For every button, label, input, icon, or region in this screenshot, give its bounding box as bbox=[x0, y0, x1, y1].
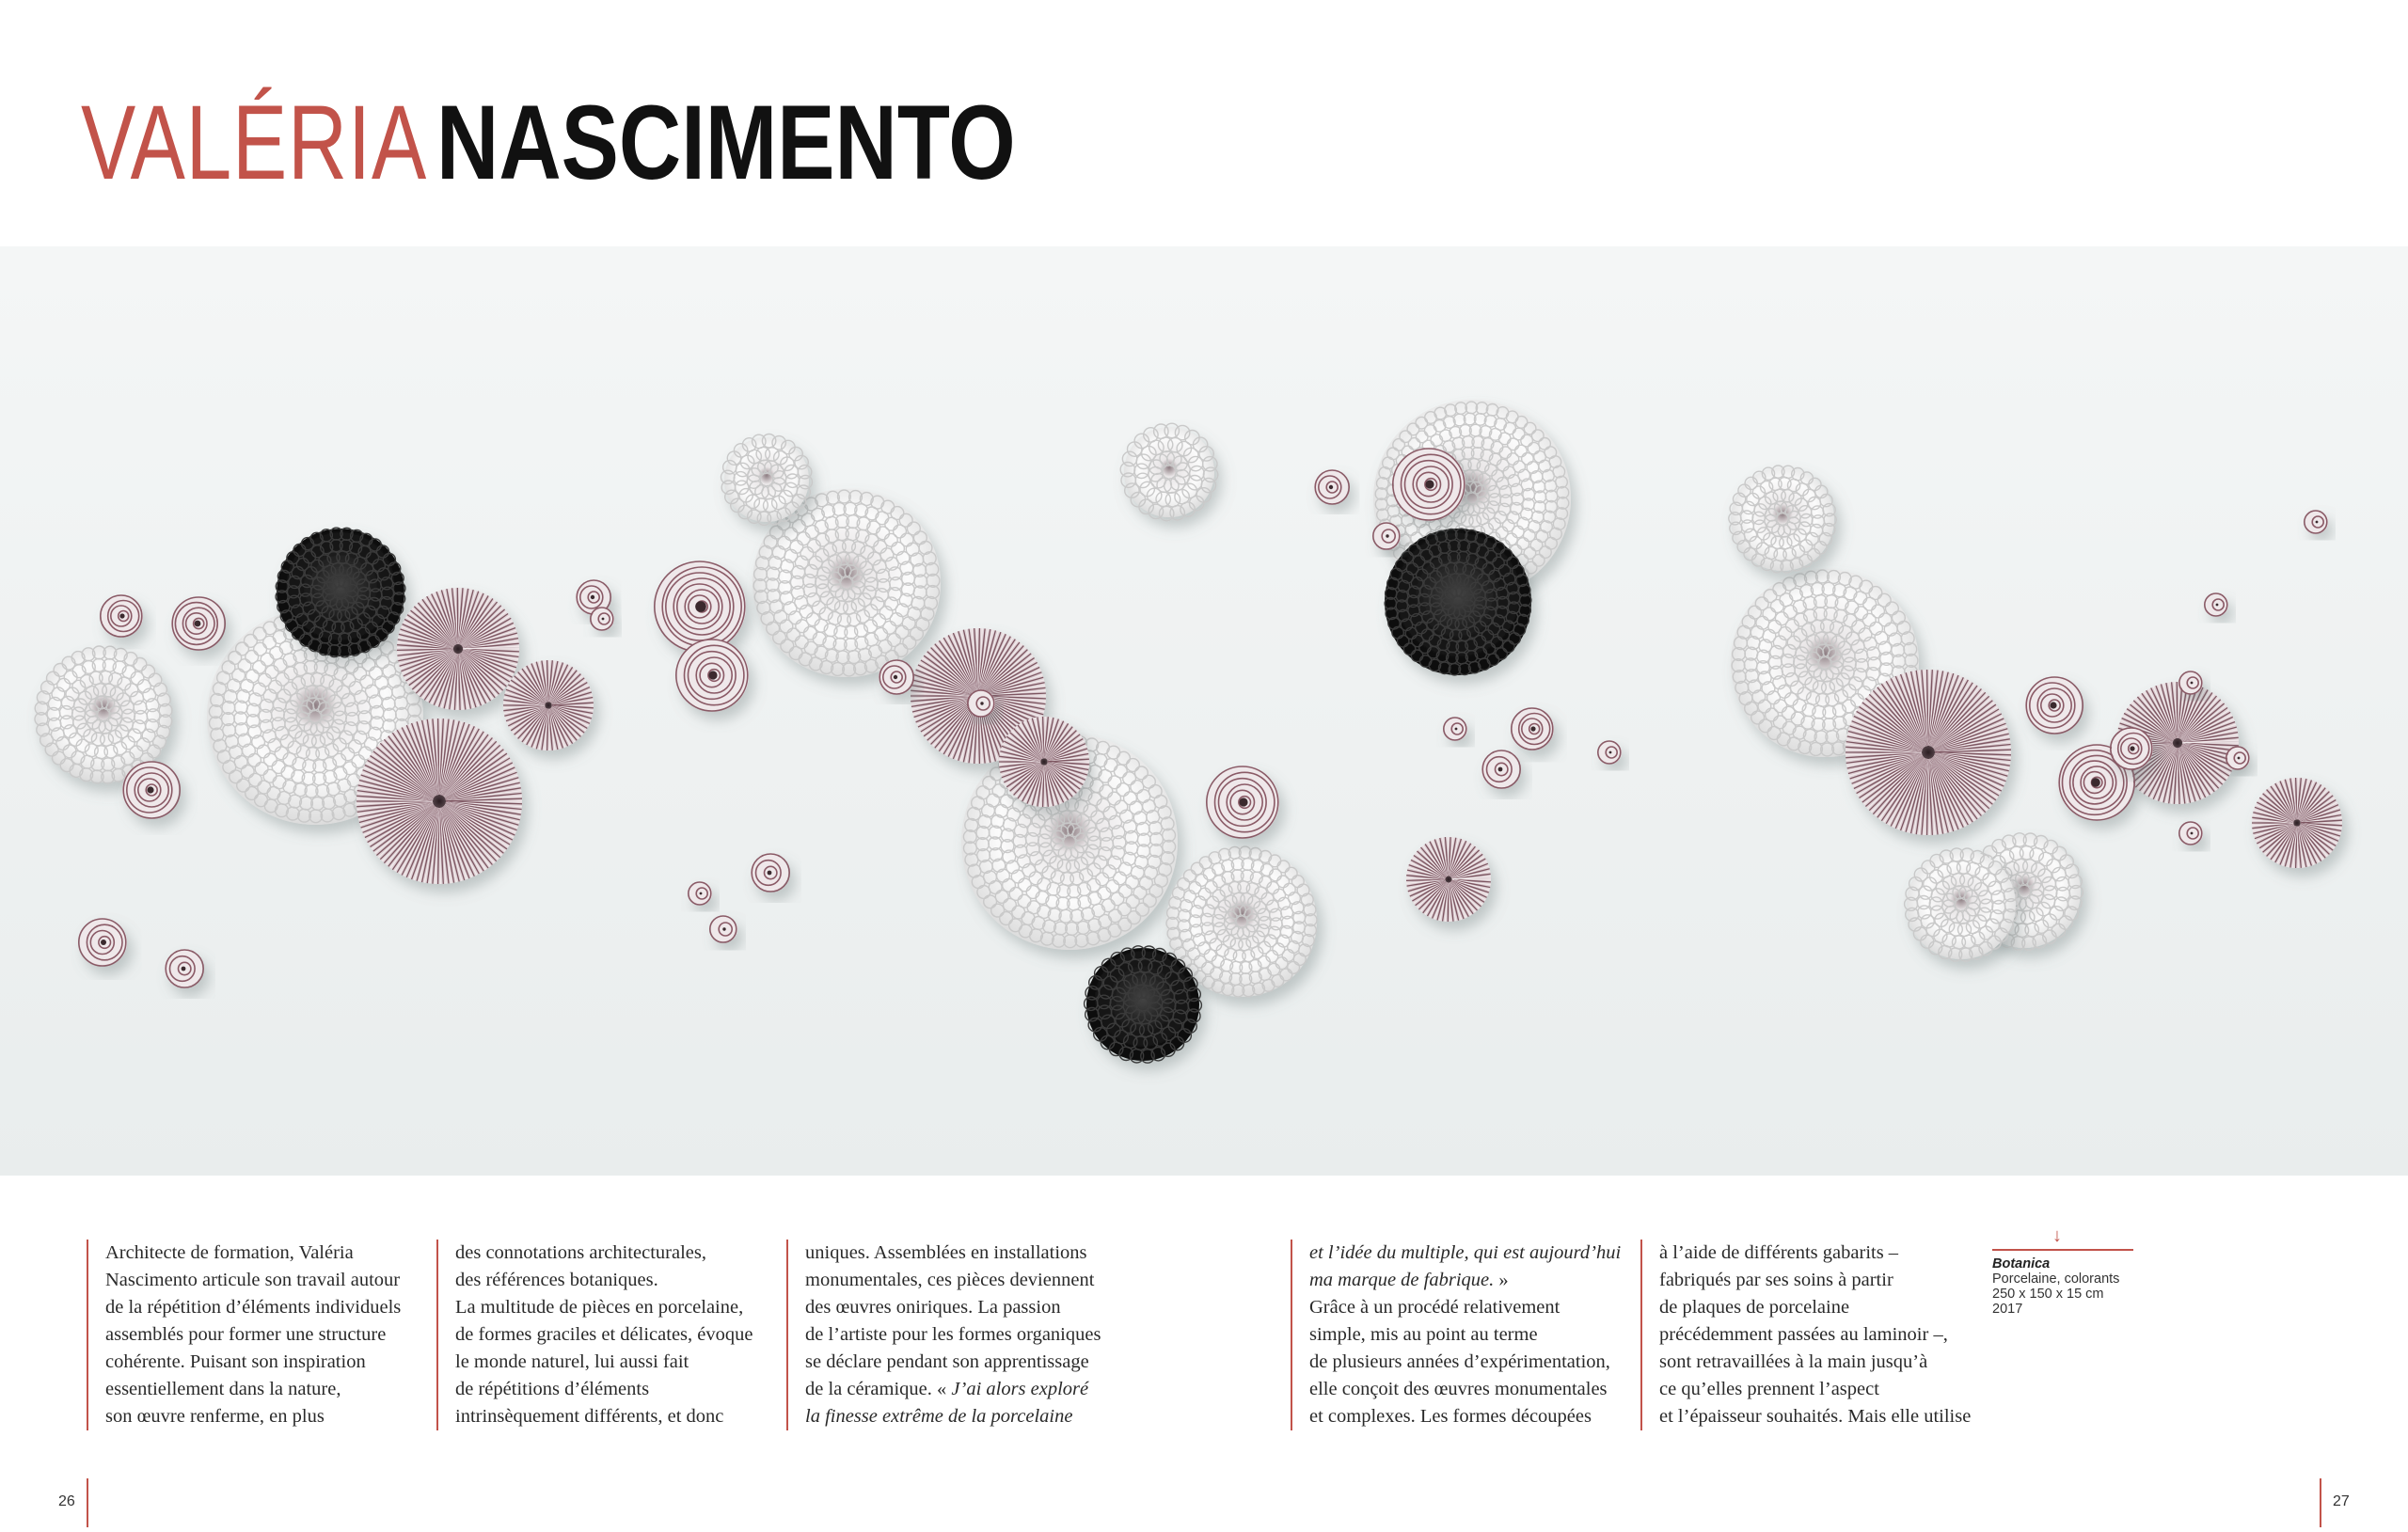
column-3-quote: J’ai alors exploré la finesse extrême de la porcelaine bbox=[805, 1379, 1089, 1427]
porcelain-piece bbox=[397, 588, 519, 710]
porcelain-piece bbox=[1729, 466, 1836, 573]
porcelain-flowers-illustration bbox=[0, 246, 2408, 1176]
artwork-caption bbox=[1992, 1225, 2133, 1317]
porcelain-piece bbox=[2226, 747, 2250, 769]
caption-year: 2017 bbox=[1992, 1302, 2023, 1317]
porcelain-piece bbox=[2111, 728, 2153, 769]
porcelain-piece bbox=[2252, 778, 2342, 868]
porcelain-piece bbox=[721, 434, 813, 526]
text-column-1 bbox=[87, 1240, 435, 1430]
porcelain-piece bbox=[1120, 423, 1218, 521]
porcelain-piece bbox=[1905, 848, 2019, 961]
caption-materials: Porcelaine, colorants bbox=[1992, 1271, 2120, 1287]
caption-title: Botanica bbox=[1992, 1256, 2051, 1271]
porcelain-piece bbox=[122, 762, 180, 818]
porcelain-piece bbox=[171, 597, 225, 650]
text-column-5 bbox=[1640, 1240, 1988, 1430]
porcelain-piece bbox=[503, 660, 594, 750]
column-5-text: à l’aide de différents gabarits – fabriqués par ses soins à partir de plaques de porcelaine précédemment passées au laminoir –, sont retravaillées à la main jusqu’à ce qu’elles prennent l’aspect et l’épaisseur souhaités. Mais elle utilise bbox=[1659, 1242, 1972, 1427]
title-first-name: VALÉRIA bbox=[81, 84, 428, 201]
page-number-right: 27 bbox=[2320, 1478, 2350, 1527]
porcelain-piece bbox=[751, 854, 789, 892]
porcelain-piece bbox=[1393, 449, 1465, 520]
porcelain-piece bbox=[1846, 670, 2011, 835]
porcelain-piece bbox=[2305, 511, 2328, 533]
title-last-name: NASCIMENTO bbox=[436, 84, 1016, 201]
column-4-quote: et l’idée du multiple, qui est aujourd’hui ma marque de fabrique. bbox=[1309, 1242, 1622, 1290]
artwork-photo bbox=[0, 246, 2408, 1176]
porcelain-piece bbox=[676, 640, 749, 711]
porcelain-piece bbox=[1373, 523, 1401, 549]
porcelain-piece bbox=[1314, 470, 1349, 504]
porcelain-piece bbox=[1481, 750, 1520, 788]
column-2-text: des connotations architecturales, des références botaniques. La multitude de pièces en porcelaine, de formes graciles et délicates, évoque le monde naturel, lui aussi fait de répétitions d’éléments intrinsèquement différents, et donc bbox=[455, 1242, 753, 1427]
column-3-text bbox=[805, 1240, 1134, 1430]
porcelain-piece bbox=[689, 882, 712, 905]
porcelain-piece bbox=[655, 561, 746, 652]
porcelain-piece bbox=[356, 719, 522, 884]
porcelain-piece bbox=[1512, 708, 1554, 750]
porcelain-piece bbox=[710, 916, 737, 942]
column-4-text bbox=[1309, 1240, 1639, 1430]
porcelain-piece bbox=[165, 950, 203, 987]
porcelain-piece bbox=[999, 717, 1089, 807]
text-column-3 bbox=[786, 1240, 1134, 1430]
porcelain-piece bbox=[2179, 822, 2203, 845]
porcelain-piece bbox=[101, 595, 143, 637]
porcelain-piece bbox=[2205, 593, 2228, 616]
arrow-down-icon: ↓ bbox=[2052, 1225, 2062, 1246]
porcelain-piece bbox=[2179, 671, 2203, 694]
caption-rule bbox=[1992, 1225, 2133, 1251]
porcelain-piece bbox=[2025, 677, 2083, 734]
caption-dimensions: 250 x 150 x 15 cm bbox=[1992, 1287, 2104, 1302]
porcelain-piece bbox=[879, 660, 913, 694]
porcelain-piece bbox=[1085, 946, 1202, 1063]
column-1-text: Architecte de formation, Valéria Nascimento articule son travail autour de la répétition d’éléments individuels assemblés pour former une structure cohérente. Puisant son inspiration essentiellement dans la nature, son œuvre renferme, en plus bbox=[105, 1242, 402, 1427]
page-number-left: 26 bbox=[58, 1478, 88, 1527]
article-title bbox=[81, 84, 1016, 201]
text-column-2 bbox=[436, 1240, 784, 1430]
porcelain-piece bbox=[1207, 766, 1279, 838]
porcelain-piece bbox=[1444, 718, 1467, 740]
porcelain-piece bbox=[1598, 741, 1622, 764]
column-4-roman: » Grâce à un procédé relativement simple, mis au point au terme de plusieurs années d’expérimentation, elle conçoit des œuvres monumentales et complexes. Les formes découpées bbox=[1309, 1270, 1610, 1427]
column-3-roman: uniques. Assemblées en installations monumentales, ces pièces deviennent des œuvres oniriques. La passion de l’artiste pour les formes organiques se déclare pendant son apprentissage de la céramique. « bbox=[805, 1242, 1101, 1399]
porcelain-piece bbox=[79, 919, 127, 966]
porcelain-piece bbox=[591, 608, 614, 630]
porcelain-piece bbox=[1385, 529, 1531, 675]
porcelain-piece bbox=[968, 690, 995, 717]
porcelain-piece bbox=[1406, 837, 1491, 922]
text-column-4 bbox=[1291, 1240, 1639, 1430]
